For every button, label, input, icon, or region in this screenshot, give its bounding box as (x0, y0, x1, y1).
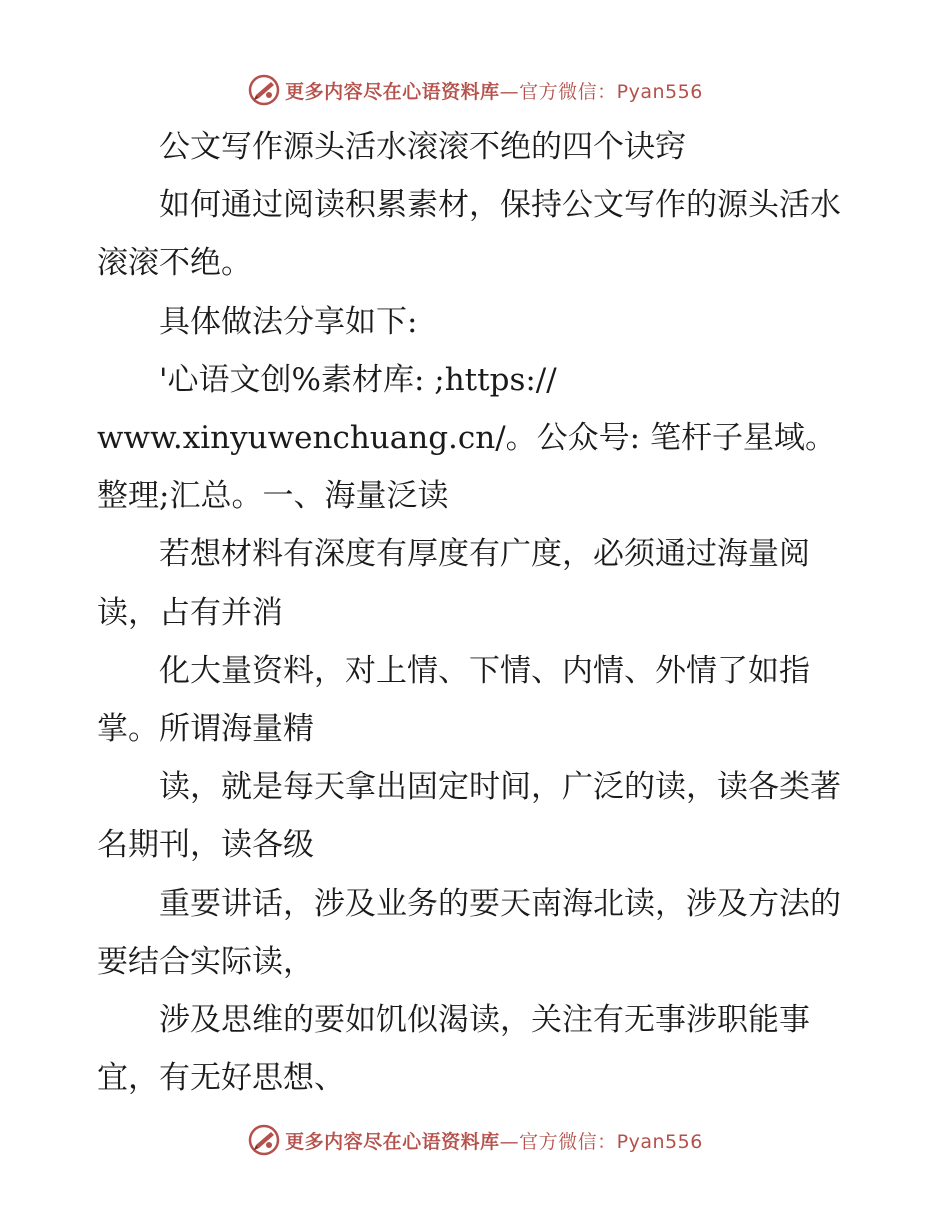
paragraph: 化大量资料，对上情、下情、内情、外情了如指掌。所谓海量精 (97, 652, 810, 748)
paragraph: '心语文创%素材库: ;https:// (159, 361, 557, 398)
brand-logo-icon (247, 1123, 281, 1157)
paragraph: 具体做法分享如下: (159, 303, 418, 340)
footer-watermark-banner (0, 1120, 950, 1160)
paragraph: 读，就是每天拿出固定时间，广泛的读，读各类著名期刊，读各级 (97, 769, 841, 864)
paragraph: 涉及思维的要如饥似渴读，关注有无事涉职能事宜，有无好思想、 (97, 1002, 810, 1097)
banner-contact-text: —官方微信：Pyan556 (499, 80, 703, 103)
brand-logo-icon (247, 73, 281, 107)
paragraph: 如何通过阅读积累素材，保持公文写作的源头活水滚滚不绝。 (97, 187, 841, 282)
header-watermark-banner (0, 70, 950, 110)
document-title: 公文写作源头活水滚滚不绝的四个诀窍 (159, 129, 686, 165)
paragraph: 若想材料有深度有厚度有广度，必须通过海量阅读，占有并消 (97, 536, 810, 631)
banner-site-text: 更多内容尽在心语资料库 (285, 1130, 500, 1153)
document-body (97, 118, 857, 1107)
paragraph: 重要讲话，涉及业务的要天南海北读，涉及方法的要结合实际读， (97, 885, 841, 980)
banner-contact-text: —官方微信：Pyan556 (499, 1130, 703, 1153)
paragraph: www.xinyuwenchuang.cn/。公众号: 笔杆子星域。整理;汇总。一、海量泛读 (97, 420, 836, 515)
banner-site-text: 更多内容尽在心语资料库 (285, 80, 500, 103)
